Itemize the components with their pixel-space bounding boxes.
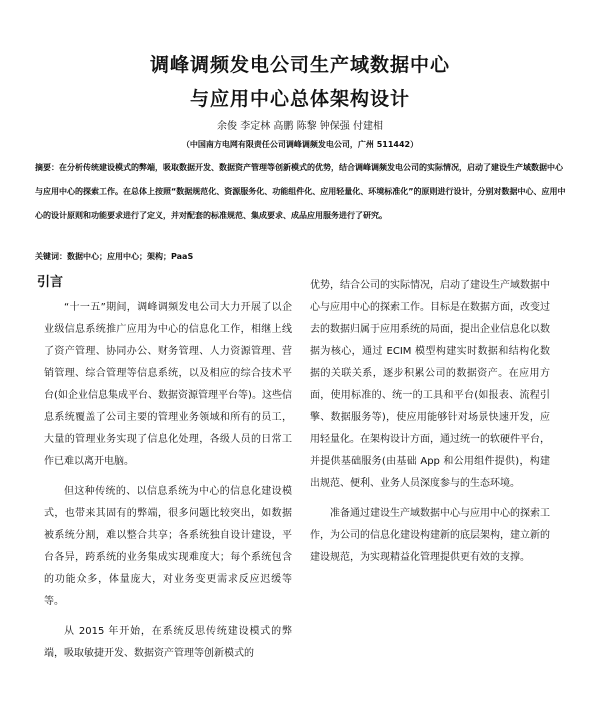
abstract-text: 在分析传统建设模式的弊端，吸取数据开发、数据资产管理等创新模式的优势，结合调峰调频发电公司的实际情况，启动了建设生产域数据中心与应用中心的探索工作。在总体上按照“数据规范化、资源服务化、功能组件化、应用轻量化、环境标准化”的原则进行设计，分别对数据中心、应用中心的设计原则和功能要求进行了定义，并对配套的标准规范、集成要求、成品应用服务进行了研究。 — [35, 163, 566, 220]
abstract — [35, 156, 567, 228]
author-list: 余俊 李定林 高鹏 陈黎 钟保强 付建相 — [217, 121, 383, 132]
right-column — [310, 275, 550, 569]
keywords — [35, 251, 567, 262]
affiliation: （中国南方电网有限责任公司调峰调频发电公司，广州 511442） — [181, 140, 419, 149]
title-line-2: 与应用中心总体架构设计 — [189, 88, 410, 110]
paragraph: 但这种传统的、以信息系统为中心的信息化建设模式，也带来其固有的弊端，很多问题比较突出，如数据被系统分割，难以整合共享；各系统独自设计建设，平台各异，跨系统的业务集成实现难度大；每个系统包含的功能众多，体量庞大，对业务变更需求反应迟缓等等。 — [44, 486, 292, 607]
paragraph: 优势，结合公司的实际情况，启动了建设生产域数据中心与应用中心的探索工作。目标是在数据方面，改变过去的数据归属于应用系统的局面，提出企业信息化以数据为核心，通过 ECIM 模型构建实时数据和结构化数据的关联关系，逐步积累公司的数据资产。在应用方面，使用标准的、统一的工具和平台(如报表、流程引擎、数据服务等)，使应用能够针对场景快速开发，应用轻量化。在架构设计方面，通过统一的软硬件平台，并提供基础服务(由基础 App 和公用组件提供)，构建出规范、便利、业务人员深度参与的生态环境。 — [310, 280, 550, 489]
keywords-label: 关键词： — [35, 252, 67, 261]
paragraph: “十一五”期间，调峰调频发电公司大力开展了以企业级信息系统推广应用为中心的信息化工作，相继上线了资产管理、协同办公、财务管理、人力资源管理、营销管理、综合管理等信息系统，以及相应的综合技术平台(如企业信息集成平台、数据资源管理平台等)。这些信息系统覆盖了公司主要的管理业务领域和所有的员工，大量的管理业务实现了信息化处理，各级人员的日常工作已难以离开电脑。 — [44, 302, 292, 467]
keywords-text: 数据中心；应用中心；架构；PaaS — [67, 252, 194, 261]
paragraph: 准备通过建设生产域数据中心与应用中心的探索工作，为公司的信息化建设构建新的底层架构，建立新的建设规范，为实现精益化管理提供更有效的支撑。 — [310, 508, 550, 563]
left-column — [44, 297, 292, 665]
section-heading: 引言 — [37, 275, 64, 290]
title-line-1: 调峰调频发电公司生产域数据中心 — [149, 54, 450, 76]
abstract-label: 摘要： — [35, 163, 59, 172]
paragraph: 从 2015 年开始，在系统反思传统建设模式的弊端，吸取敏捷开发、数据资产管理等创新模式的 — [44, 626, 292, 659]
